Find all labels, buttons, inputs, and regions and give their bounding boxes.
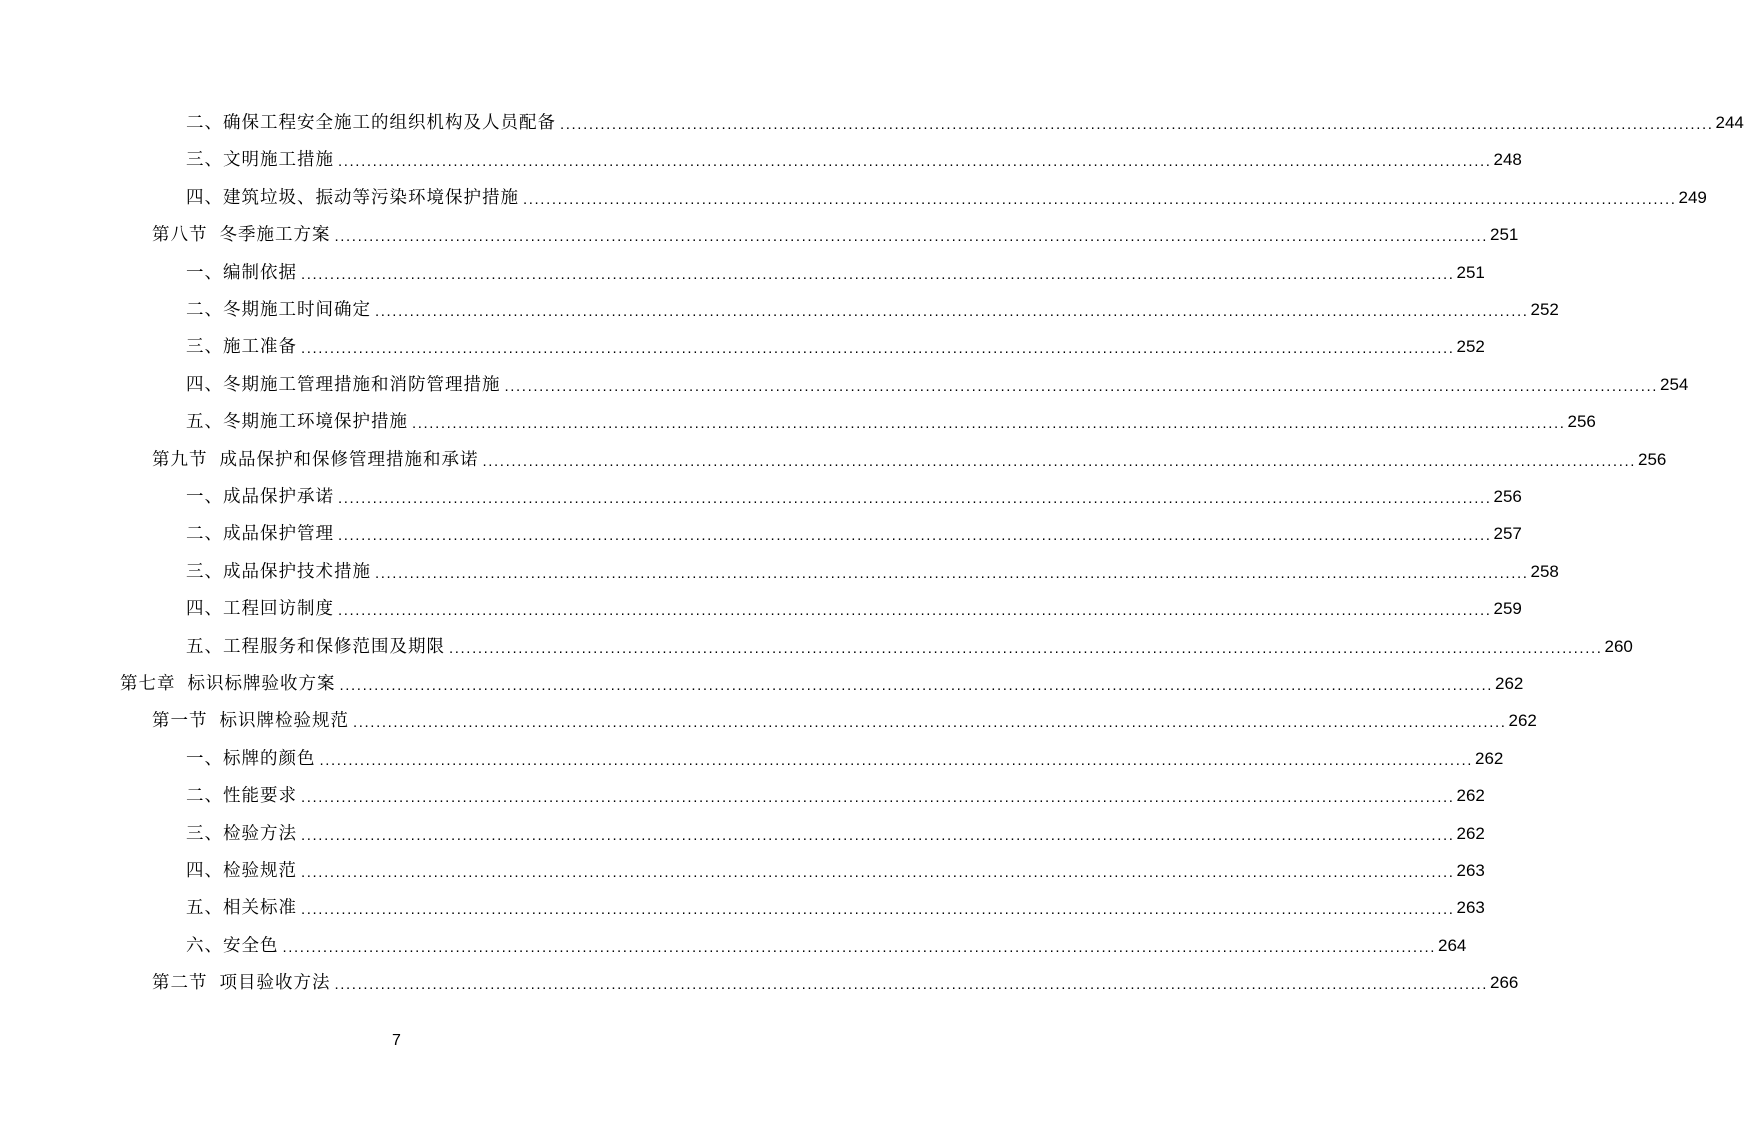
toc-dot-leader: ........................................................................................................................................................................................................ — [482, 453, 1636, 470]
toc-entry-title: 项目验收方法 — [219, 973, 331, 993]
toc-entry-title: 检验规范 — [223, 861, 297, 881]
toc-entry-prefix: 五、 — [186, 637, 223, 657]
toc-entry-page: 260 — [1604, 637, 1633, 656]
toc-entry-prefix: 四、 — [186, 375, 223, 395]
toc-entry-label — [186, 823, 297, 845]
toc-entry-page: 266 — [1490, 973, 1519, 992]
toc-entry-title: 标识牌检验规范 — [219, 711, 349, 731]
toc-entry-title: 编制依据 — [223, 263, 297, 283]
toc-entry-page: 248 — [1493, 150, 1522, 169]
toc-entry-prefix: 第二节 — [152, 973, 208, 993]
toc-entry-prefix: 第八节 — [152, 225, 208, 245]
toc-entry[interactable] — [186, 628, 1633, 658]
toc-dot-leader: ........................................................................................................................................................................................................ — [339, 677, 1493, 694]
toc-entry[interactable] — [186, 590, 1522, 620]
toc-dot-leader: ........................................................................................................................................................................................................ — [338, 527, 1492, 544]
toc-entry-label — [152, 972, 331, 994]
toc-entry-title: 工程服务和保修范围及期限 — [223, 637, 445, 657]
toc-dot-leader: ........................................................................................................................................................................................................ — [338, 490, 1492, 507]
toc-dot-leader: ........................................................................................................................................................................................................ — [375, 565, 1529, 582]
toc-entry-page: 262 — [1475, 749, 1504, 768]
toc-entry-prefix: 第九节 — [152, 450, 208, 470]
toc-entry-label — [186, 336, 297, 358]
toc-dot-leader: ........................................................................................................................................................................................................ — [301, 864, 1455, 881]
toc-dot-leader: ........................................................................................................................................................................................................ — [412, 415, 1566, 432]
toc-entry-title: 建筑垃圾、振动等污染环境保护措施 — [223, 188, 519, 208]
toc-entry-label — [186, 598, 334, 620]
toc-entry-title: 成品保护技术措施 — [223, 562, 371, 582]
toc-entry[interactable] — [186, 403, 1596, 433]
toc-entry-prefix: 五、 — [186, 898, 223, 918]
toc-entry-prefix: 六、 — [186, 936, 223, 956]
toc-entry-prefix: 一、 — [186, 749, 223, 769]
toc-entry-page: 251 — [1490, 225, 1519, 244]
toc-entry[interactable] — [152, 441, 1667, 471]
toc-entry[interactable] — [186, 366, 1689, 396]
toc-entry-title: 工程回访制度 — [223, 599, 334, 619]
toc-entry-title: 成品保护管理 — [223, 524, 334, 544]
toc-entry-page: 259 — [1493, 599, 1522, 618]
toc-entry-label — [186, 636, 445, 658]
toc-entry-label — [186, 523, 334, 545]
toc-entry-page: 262 — [1456, 786, 1485, 805]
toc-entry-label — [186, 299, 371, 321]
toc-dot-leader: ........................................................................................................................................................................................................ — [282, 939, 1436, 956]
toc-entry[interactable] — [186, 777, 1485, 807]
toc-entry-prefix: 三、 — [186, 562, 223, 582]
toc-entry-page: 251 — [1456, 263, 1485, 282]
toc-entry[interactable] — [152, 964, 1519, 994]
toc-entry-label — [186, 411, 408, 433]
toc-entry[interactable] — [186, 328, 1485, 358]
toc-entry[interactable] — [186, 852, 1485, 882]
toc-entry[interactable] — [186, 515, 1522, 545]
toc-dot-leader: ........................................................................................................................................................................................................ — [301, 266, 1455, 283]
toc-entry[interactable] — [120, 665, 1524, 695]
toc-entry-label — [186, 187, 519, 209]
toc-entry[interactable] — [186, 815, 1485, 845]
toc-entry-page: 263 — [1456, 861, 1485, 880]
toc-dot-leader: ........................................................................................................................................................................................................ — [301, 827, 1455, 844]
toc-entry-label — [186, 486, 334, 508]
toc-entry-title: 安全色 — [223, 936, 279, 956]
toc-entry-title: 文明施工措施 — [223, 150, 334, 170]
toc-dot-leader: ........................................................................................................................................................................................................ — [449, 640, 1603, 657]
toc-entry[interactable] — [186, 927, 1467, 957]
toc-entry-title: 标牌的颜色 — [223, 749, 316, 769]
toc-entry-page: 264 — [1438, 936, 1467, 955]
toc-dot-leader: ........................................................................................................................................................................................................ — [338, 602, 1492, 619]
toc-dot-leader: ........................................................................................................................................................................................................ — [375, 303, 1529, 320]
toc-entry-label — [186, 262, 297, 284]
toc-entry-prefix: 二、 — [186, 524, 223, 544]
toc-entry-title: 冬季施工方案 — [219, 225, 331, 245]
toc-entry-prefix: 二、 — [186, 300, 223, 320]
toc-entry-title: 冬期施工时间确定 — [223, 300, 371, 320]
toc-entry-label — [186, 561, 371, 583]
toc-entry-title: 检验方法 — [223, 824, 297, 844]
toc-entry-label — [186, 149, 334, 171]
toc-entry[interactable] — [186, 179, 1707, 209]
toc-entry-prefix: 二、 — [186, 786, 223, 806]
toc-dot-leader: ........................................................................................................................................................................................................ — [504, 378, 1658, 395]
toc-entry-prefix: 三、 — [186, 824, 223, 844]
toc-entry-title: 成品保护和保修管理措施和承诺 — [219, 450, 479, 470]
toc-entry-page: 262 — [1508, 711, 1537, 730]
toc-entry[interactable] — [152, 702, 1537, 732]
toc-entry-label — [186, 374, 501, 396]
toc-entry-label — [186, 935, 279, 957]
toc-entry-title: 冬期施工环境保护措施 — [223, 412, 408, 432]
toc-entry[interactable] — [186, 740, 1504, 770]
toc-dot-leader: ........................................................................................................................................................................................................ — [334, 228, 1488, 245]
toc-entry[interactable] — [186, 141, 1522, 171]
toc-entry-title: 相关标准 — [223, 898, 297, 918]
toc-entry-title: 确保工程安全施工的组织机构及人员配备 — [223, 113, 556, 133]
toc-entry-page: 258 — [1530, 562, 1559, 581]
toc-dot-leader: ........................................................................................................................................................................................................ — [338, 153, 1492, 170]
toc-entry-prefix: 二、 — [186, 113, 223, 133]
toc-entry-prefix: 一、 — [186, 487, 223, 507]
toc-entry-page: 257 — [1493, 524, 1522, 543]
toc-dot-leader: ........................................................................................................................................................................................................ — [301, 789, 1455, 806]
toc-dot-leader: ........................................................................................................................................................................................................ — [301, 340, 1455, 357]
toc-dot-leader: ........................................................................................................................................................................................................ — [334, 976, 1488, 993]
toc-dot-leader: ........................................................................................................................................................................................................ — [560, 116, 1714, 133]
toc-entry[interactable] — [186, 553, 1559, 583]
toc-entry-prefix: 第一节 — [152, 711, 208, 731]
toc-dot-leader: ........................................................................................................................................................................................................ — [353, 714, 1507, 731]
toc-entry-title: 标识标牌验收方案 — [187, 674, 336, 694]
toc-entry-page: 244 — [1715, 113, 1744, 132]
toc-entry-prefix: 五、 — [186, 412, 223, 432]
toc-entry-label — [186, 748, 316, 770]
toc-entry-prefix: 一、 — [186, 263, 223, 283]
toc-entry-page: 262 — [1456, 824, 1485, 843]
toc-entry-title: 施工准备 — [223, 337, 297, 357]
toc-entry-prefix: 三、 — [186, 150, 223, 170]
toc-entry-prefix: 四、 — [186, 188, 223, 208]
toc-entry[interactable] — [186, 104, 1744, 134]
toc-entry-prefix: 三、 — [186, 337, 223, 357]
toc-entry-label — [186, 785, 297, 807]
toc-entry-label — [120, 673, 336, 695]
toc-entry-prefix: 第七章 — [120, 674, 176, 694]
toc-entry-page: 256 — [1638, 450, 1667, 469]
toc-dot-leader: ........................................................................................................................................................................................................ — [319, 752, 1473, 769]
toc-entry-label — [186, 897, 297, 919]
toc-entry-page: 256 — [1567, 412, 1596, 431]
toc-entry-label — [152, 224, 331, 246]
toc-entry-page: 256 — [1493, 487, 1522, 506]
toc-entry-label — [152, 710, 349, 732]
toc-entry-label — [152, 449, 479, 471]
toc-entry[interactable] — [152, 216, 1519, 246]
toc-entry-prefix: 四、 — [186, 599, 223, 619]
toc-entry-page: 249 — [1678, 188, 1707, 207]
toc-entry[interactable] — [186, 254, 1485, 284]
toc-entry-page: 263 — [1456, 898, 1485, 917]
toc-entry[interactable] — [186, 889, 1485, 919]
toc-entry-label — [186, 860, 297, 882]
toc-entry-page: 252 — [1456, 337, 1485, 356]
toc-entry-title: 冬期施工管理措施和消防管理措施 — [223, 375, 501, 395]
toc-entry-title: 性能要求 — [223, 786, 297, 806]
toc-entry-page: 254 — [1660, 375, 1689, 394]
toc-entry[interactable] — [186, 478, 1522, 508]
toc-dot-leader: ........................................................................................................................................................................................................ — [301, 901, 1455, 918]
toc-dot-leader: ........................................................................................................................................................................................................ — [523, 191, 1677, 208]
toc-entry-page: 252 — [1530, 300, 1559, 319]
toc-entry-page: 262 — [1495, 674, 1524, 693]
toc-entry-title: 成品保护承诺 — [223, 487, 334, 507]
toc-entry-prefix: 四、 — [186, 861, 223, 881]
page-number: 7 — [392, 1032, 401, 1049]
toc-entry[interactable] — [186, 291, 1559, 321]
toc-entry-label — [186, 112, 556, 134]
